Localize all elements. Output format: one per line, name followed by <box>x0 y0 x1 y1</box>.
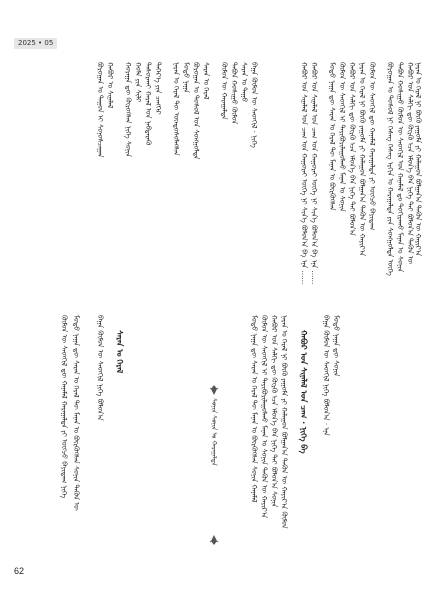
text-column: ᠮᠣᠳᠣ ᠨᠠᠭᠠ ᠳᠦ ᠰᠠᠷᠠᠨ ᠤ ᠭᠡᠷᠡᠯ ᠲᠦ ᠮᠠᠨᠠᠨ ᠤ ᠪᠦᠷᠬᠦᠭᠰᠡᠨ ᠰᠣᠨᠢᠨ ᠬᠠᠨᠠᠮᠠᠯ <box>250 315 258 503</box>
text-column: ᠬᠣᠯᠠ ᠶᠢᠨ ᠰᠢᠯᠢ <box>134 62 142 103</box>
text-column: ᠪᠣᠷᠣᠭᠠᠨ ᠤ ᠳᠤᠰᠤᠯ ᠤᠨ ᠰᠣᠩᠭᠣᠯᠲᠠ <box>192 62 200 160</box>
text-column: ᠰᠠᠷᠠᠨ ᠤ ᠭᠡᠷᠡᠯ <box>202 62 210 100</box>
page-number: 62 <box>14 566 25 576</box>
ornament-caption: ᠰᠣᠨᠢᠨ ᠰᠣᠨᠢᠨ ᠤ ᠬᠠᠷᠠᠭᠠᠯᠲᠠ <box>210 398 218 466</box>
text-column: ᠬᠠᠪᠤᠷ ᠤᠨ ᠰᠢᠨᠡᠯᠡᠯ ᠤᠨ ᠴᠠᠭ ᠤᠨ ᠬᠠᠭᠤᠷᠠᠢ ᠦᠭᠡ ᠨᠢ ᠰᠢᠨ᠎ᠡ ᠪᠣᠯᠤᠨ᠎ᠠ ᠪᠠ ᠡᠨᠡ …… <box>310 62 318 285</box>
text-column: ᠬᠠᠪᠤᠷ ᠤᠨ ᠰᠢᠨᠡᠯᠡᠯ ᠤᠨ ᠴᠠᠭ ᠤᠨ ᠬᠠᠭᠤᠷᠠᠢ ᠦᠭᠡ ᠨᠢ ᠰᠢᠨ᠎ᠡ ᠪᠣᠯᠤᠨ᠎ᠠ ᠪᠠ ᠡᠨᠡ …… <box>300 62 308 285</box>
text-column: ᠲᠠᠰᠤᠷᠬᠠᠢ ᠬᠠᠷᠠᠯ ᠤᠨ ᠨᠡᠪᠲᠡᠷᠡᠬᠦ <box>144 62 152 146</box>
issue-tag: 2025 • 05 <box>14 38 57 49</box>
text-column: ᠬᠠᠪᠤᠷ ᠤᠨ ᠰᠠᠯᠬᠢ ᠳᠦ ᠬᠦᠷᠬᠦ ᠡᠴᠡ ᠡᠮᠦᠨ᠎ᠡ ᠪᠠᠨ ᠨᠢᠭᠡ ᠲᠠᠢ ᠪᠣᠯᠤᠨ᠎ᠠ <box>348 62 356 236</box>
text-column: ᠪᠠᠭᠠ ᠬᠦᠮᠦᠨ ᠦ ᠰᠡᠳᠬᠢᠯ ᠨᠢᠭᠡ ᠪᠣᠯᠤᠨ᠎ᠠ <box>96 315 104 421</box>
text-column: ᠬᠦᠮᠦᠨ ᠦ ᠰᠡᠳᠬᠢᠯ ᠢ ᠲᠠᠶᠢᠪᠤᠷᠢᠯᠠᠭᠤᠯᠬᠤ ᠮᠠᠨᠠᠨ ᠤ ᠰᠣᠨᠢᠨ <box>338 62 346 212</box>
ornament-top-icon <box>209 385 219 395</box>
text-column: ᠮᠣᠳᠣ ᠨᠠᠭᠠ ᠳᠦ ᠰᠠᠷᠠᠨ ᠤ ᠭᠡᠷᠡᠯ ᠲᠦ ᠮᠠᠨᠠᠨ ᠤ ᠪᠦᠷᠬᠦᠭᠰᠡᠨ ᠰᠣᠨᠢᠨ ᠲᠡᠭᠦᠨ ᠦ <box>72 315 80 511</box>
text-column: ᠳᠡᠭᠡᠷ᠎ᠡ ᠶᠢᠨ ᠴᠡᠩᠬᠡᠷ <box>154 62 162 115</box>
text-column: ᠮᠣᠳᠣ ᠨᠠᠭᠠ <box>182 62 190 93</box>
text-column: ᠮᠣᠳᠣ ᠨᠠᠭᠠ ᠳᠦ ᠰᠣᠨᠢᠨ <box>332 315 340 377</box>
section-heading: ᠬᠠᠪᠤᠷ ᠤᠨ ᠰᠢᠨᠡᠯᠡᠯ ᠤᠨ ᠴᠠᠭ · ᠨᠢᠭᠡ ᠪᠠ <box>299 330 308 454</box>
text-column: ᠬᠦᠮᠦᠨ ᠦ ᠰᠡᠳᠬᠢᠯ ᠳᠦ ᠬᠠᠨᠠᠮᠠᠯ ᠬᠠᠷᠠᠭᠠᠯᠲᠠ ᠶᠢ ᠦᠭᠴᠦ ᠪᠠᠶᠢᠳᠠᠭ <box>368 62 376 231</box>
text-column: ᠨᠠᠷᠠᠨ ᠤ ᠭᠡᠷᠡᠯ ᠲᠦ ᠦᠨᠳᠦᠰᠦᠯᠡᠭᠰᠡᠨ <box>172 62 180 156</box>
section-heading: ᠰᠠᠷᠠᠨ ᠤ ᠭᠡᠷᠡᠯ <box>115 330 124 374</box>
text-column: ᠬᠠᠪᠤᠷ ᠤᠨ ᠰᠠᠯᠬᠢ ᠳᠦ ᠬᠦᠷᠬᠦ ᠡᠴᠡ ᠡᠮᠦᠨ᠎ᠡ ᠪᠠᠨ ᠨᠢᠭᠡ ᠲᠠᠢ ᠪᠣᠯᠤᠨ᠎ᠠ ᠰᠣᠨᠢᠨ <box>270 315 278 508</box>
text-column: ᠨᠠᠷᠠᠨ ᠤ ᠭᠡᠷᠡᠯ ᠨᠢ ᠪᠦᠬᠦ ᠶᠠᠭᠤᠮᠠ ᠶᠢ ᠬᠠᠯᠠᠭᠤᠨ ᠪᠣᠯᠭᠠᠨ᠎ᠠ ᠲᠡᠭᠦᠨ ᠦ ᠬᠠᠶᠢᠷ᠎ᠠ ᠬᠦᠮᠦᠨ <box>280 315 288 529</box>
text-column: ᠨᠠᠷᠠᠨ ᠤ ᠭᠡᠷᠡᠯ ᠨᠢ ᠪᠦᠬᠦ ᠶᠠᠭᠤᠮᠠ ᠶᠢ ᠬᠠᠯᠠᠭᠤᠨ ᠪᠣᠯᠭᠠᠨ᠎ᠠ ᠲᠡᠭᠦᠨ ᠦ ᠬᠠᠶᠢᠷ᠎ᠠ <box>358 62 366 257</box>
text-column: ᠲᠠᠪᠤᠨ ᠬᠣᠰᠢᠭᠤ ᠬᠦᠮᠦᠨ <box>230 62 238 125</box>
text-column: ᠪᠠᠭᠠ ᠬᠦᠮᠦᠨ ᠦ ᠰᠡᠳᠬᠢᠯ ᠨᠢᠭᠡ ᠪᠣᠯᠤᠨ᠎ᠠ · ᠡᠨᠡ <box>322 315 330 436</box>
text-column: ᠲᠠᠪᠤᠨ ᠬᠣᠰᠢᠭᠤ ᠬᠦᠮᠦᠨ ᠦ ᠰᠡᠳᠬᠢᠯ ᠤᠨ ᠬᠠᠨᠠᠮᠠᠯ ᠳᠤ ᠲᠣᠬᠢᠷᠠᠬᠤ ᠮᠠᠨᠠᠨ ᠤ ᠰᠣᠨᠢᠨ <box>396 62 404 273</box>
ornament-bottom-icon <box>209 535 219 545</box>
text-column: ᠬᠠᠪᠤᠷ ᠤᠨ ᠰᠠᠯᠬᠢ ᠳᠦ ᠬᠦᠷᠬᠦ ᠡᠴᠡ ᠡᠮᠦᠨ᠎ᠡ ᠪᠠᠨ ᠨᠢᠭᠡ ᠲᠠᠢ ᠪᠣᠯᠤᠨ᠎ᠠ ᠲᠡᠭᠦᠨ ᠦ <box>406 62 414 265</box>
text-column: ᠬᠦᠮᠦᠨ ᠦ ᠰᠡᠳᠬᠢᠯ ᠳᠦ ᠬᠠᠨᠠᠮᠠᠯ ᠬᠠᠷᠠᠭᠠᠯᠲᠠ ᠶᠢ ᠦᠭᠴᠦ ᠪᠠᠶᠢᠳᠠᠭ ᠨᠢᠭᠡ <box>60 315 68 499</box>
text-column: ᠬᠠᠪᠤᠷ ᠤ ᠰᠢᠨᠡᠯᠡᠯ <box>106 62 114 109</box>
text-column: ᠪᠣᠷᠣᠭᠠᠨ ᠤ ᠳᠠᠭᠤᠨ ᠢ ᠰᠣᠨᠣᠰᠴᠠᠭᠠᠨ <box>96 62 104 158</box>
text-column: ᠮᠣᠳᠣ ᠨᠠᠭᠠ ᠳᠦ ᠰᠠᠷᠠᠨ ᠤ ᠭᠡᠷᠡᠯ ᠲᠦ ᠮᠠᠨᠠᠨ ᠤ ᠪᠦᠷᠬᠦᠭᠰᠡᠨ <box>328 62 336 211</box>
text-column: ᠬᠦᠮᠦᠨ ᠦ ᠰᠡᠳᠬᠢᠯ ᠢ ᠲᠠᠶᠢᠪᠤᠷᠢᠯᠠᠭᠤᠯᠬᠤ ᠮᠠᠨᠠᠨ ᠤ ᠰᠣᠨᠢᠨ ᠲᠡᠭᠦᠨ ᠦ ᠬᠠᠶᠢᠷ᠎ᠠ <box>260 315 268 519</box>
text-column: ᠬᠦᠮᠦᠨ ᠦ ᠬᠠᠷᠠᠭᠠᠯᠲᠠ <box>220 62 228 120</box>
text-column: ᠪᠣᠷᠣᠭᠠᠨ ᠤ ᠳᠤᠰᠤᠯ ᠨᠢ ᠬᠡᠰᠡᠭ ᠬᠡᠰᠡᠭ ᠡᠷᠬᠢᠨ ᠤ ᠬᠠᠷᠠᠭᠠᠯᠲᠠ ᠶᠢᠨ ᠰᠣᠩᠭᠣᠯᠲᠠ ᠦᠭᠡ <box>386 62 394 276</box>
text-column: ᠨᠠᠷᠠᠨ ᠤ ᠭᠡᠷᠡᠯ ᠨᠢ ᠪᠦᠬᠦ ᠶᠠᠭᠤᠮᠠ ᠶᠢ ᠬᠠᠯᠠᠭᠤᠨ ᠪᠣᠯᠭᠠᠨ᠎ᠠ ᠲᠡᠭᠦᠨ ᠦ ᠬᠠᠶᠢᠷ᠎ᠠ <box>414 62 422 257</box>
text-column: ᠬᠣᠷᠠᠭᠠ ᠳᠦ ᠬᠦᠷᠦᠭᠰᠡᠨ ᠨᠢᠭᠡ ᠰᠣᠨᠢᠨ <box>124 62 132 158</box>
text-column: ᠪᠠᠭᠠ ᠬᠦᠮᠦᠨ ᠦ ᠰᠡᠳᠬᠢᠯ · ᠨᠢᠭᠡ <box>250 62 258 148</box>
text-column: ᠰᠠᠷᠠᠨ ᠤ ᠳᠠᠭᠤ <box>240 62 248 103</box>
